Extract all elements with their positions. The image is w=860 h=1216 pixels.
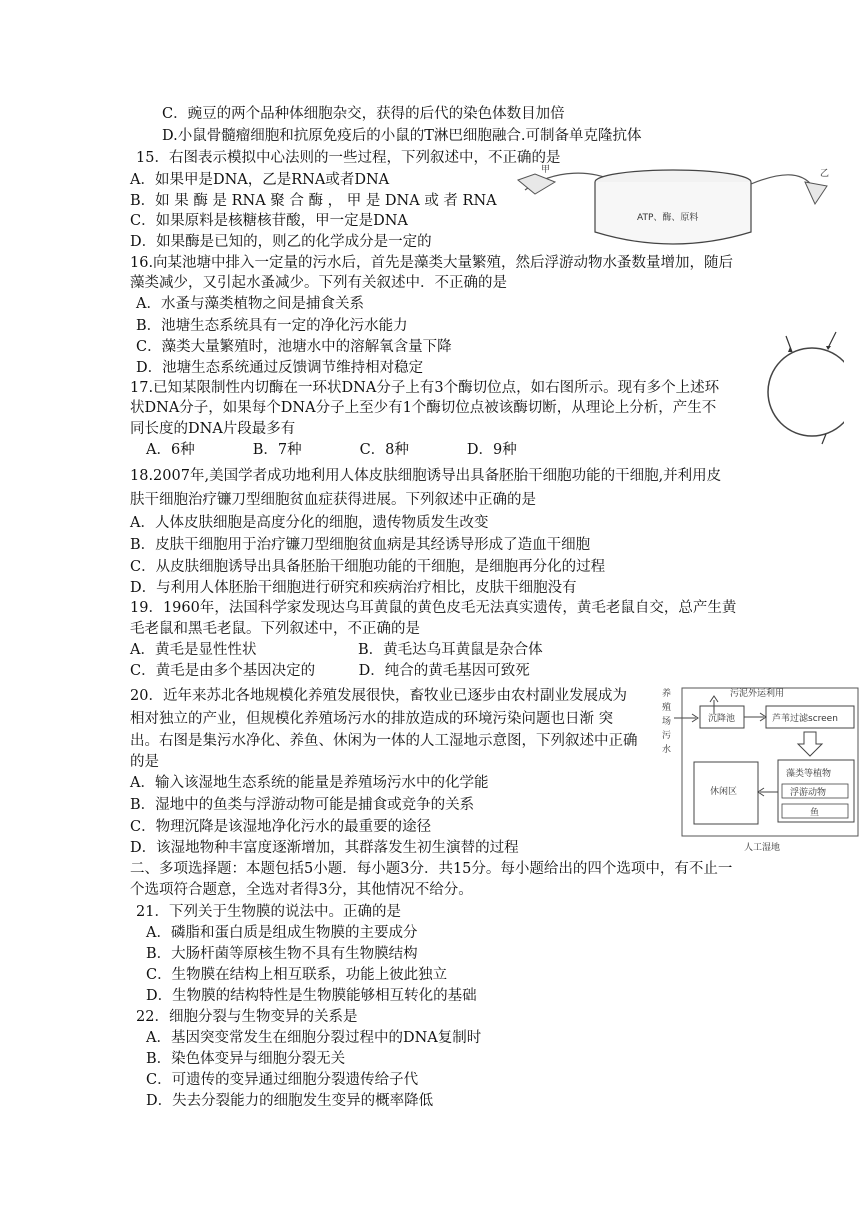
question-17: 17.已知某限制性内切酶在一环状DNA分子上有3个酶切位点，如右图所示。现有多个上述环 [130,380,720,396]
question-20: 20．近年来苏北各地规模化养殖发展很快，畜牧业已逐步由农村副业发展成为 [130,688,627,704]
fig20-label-zoo: 浮游动物 [790,788,827,798]
option-d-q16: D．池塘生态系统通过反馈调节维持相对稳定 [136,360,424,376]
option-c-q18: C．从皮肤细胞诱导出具备胚胎干细胞功能的干细胞，是细胞再分化的过程 [130,559,606,575]
question-22: 22．细胞分裂与生物变异的关系是 [136,1009,358,1025]
question-19: 19．1960年，法国科学家发现达乌耳黄鼠的黄色皮毛无法真实遗传，黄毛老鼠自交，总产生黄 [130,600,737,616]
option-a-q18: A．人体皮肤细胞是高度分化的细胞，遗传物质发生改变 [130,515,489,531]
options-q19-ab: A．黄毛是显性性状 B．黄毛达乌耳黄鼠是杂合体 [130,642,543,658]
option-c-q16: C．藻类大量繁殖时，池塘水中的溶解氧含量下降 [136,339,452,355]
figure-circular-dna [764,330,844,448]
fig20-label-filter: 芦苇过滤screen [772,714,838,724]
question-18: 18.2007年,美国学者成功地利用人体皮肤细胞诱导出具备胚胎干细胞功能的干细胞,并利用皮 [130,468,722,484]
fig15-label-yi: 乙 [820,169,830,179]
option-a-q20: A．输入该湿地生态系统的能量是养殖场污水中的化学能 [130,775,489,791]
question-20-cont3: 的是 [130,754,159,770]
question-16-cont: 藻类减少，又引起水蚤减少。下列有关叙述中．不正确的是 [130,275,507,291]
option-b-q21: B．大肠杆菌等原核生物不具有生物膜结构 [146,946,418,962]
option-d-q20: D．该湿地物种丰富度逐渐增加，其群落发生初生演替的过程 [130,840,519,856]
fig20-label-fish: 鱼 [810,808,820,818]
question-21: 21．下列关于生物膜的说法中。正确的是 [136,904,401,920]
options-q17: A．6种 B．7种 C．8种 D．9种 [146,442,517,458]
option-d-q15: D．如果酶是已知的，则乙的化学成分是一定的 [130,234,432,250]
fig15-label-jia: 甲 [541,165,551,175]
option-a-q22: A．基因突变常发生在细胞分裂过程中的DNA复制时 [146,1030,482,1046]
option-c-q20: C．物理沉降是该湿地净化污水的最重要的途径 [130,819,432,835]
figure-wetland [660,686,860,856]
fig20-label-side5: 水 [662,745,672,755]
option-c-q21: C．生物膜在结构上相互联系，功能上彼此独立 [146,967,448,983]
option-d-q21: D．生物膜的结构特性是生物膜能够相互转化的基础 [146,988,477,1004]
fig15-label-center: ATP、酶、原料 [637,213,699,223]
option-b-q22: B．染色体变异与细胞分裂无关 [146,1051,346,1067]
section-2-heading-cont: 个选项符合题意，全选对者得3分，其他情况不给分。 [130,882,473,898]
question-19-cont: 毛老鼠和黑毛老鼠。下列叙述中，不正确的是 [130,621,420,637]
fig20-label-side2: 殖 [662,703,672,713]
fig20-label-algae: 藻类等植物 [786,769,832,779]
option-c-q14: C．豌豆的两个品种体细胞杂交，获得的后代的染色体数目加倍 [162,106,565,122]
option-d-q18: D．与利用人体胚胎干细胞进行研究和疾病治疗相比，皮肤干细胞没有 [130,580,577,596]
option-b-q18: B．皮肤干细胞用于治疗镰刀型细胞贫血病是其经诱导形成了造血干细胞 [130,537,591,553]
fig20-label-leisure: 休闲区 [710,787,738,797]
option-a-q16: A．水蚤与藻类植物之间是捕食关系 [136,296,364,312]
question-15: 15．右图表示模拟中心法则的一些过程，下列叙述中，不正确的是 [136,150,561,166]
question-16: 16.向某池塘中排入一定量的污水后，首先是藻类大量繁殖，然后浮游动物水蚤数量增加，随后 [130,255,734,271]
fig20-label-side: 养 [662,689,672,699]
option-b-q16: B．池塘生态系统具有一定的净化污水能力 [136,318,408,334]
fig20-label-side4: 污 [662,731,672,741]
option-a-q21: A．磷脂和蛋白质是组成生物膜的主要成分 [146,925,418,941]
fig20-caption: 人工湿地 [744,843,781,853]
option-d-q14: D.小鼠骨髓瘤细胞和抗原免疫后的小鼠的T淋巴细胞融合.可制备单克隆抗体 [162,128,642,144]
option-c-q22: C．可遗传的变异通过细胞分裂遗传给子代 [146,1072,419,1088]
option-b-q15: B．如 果 酶 是 RNA 聚 合 酶 ， 甲 是 DNA 或 者 RNA [130,193,497,209]
options-q19-cd: C．黄毛是由多个基因决定的 D．纯合的黄毛基因可致死 [130,663,530,679]
question-17-cont1: 状DNA分子，如果每个DNA分子上至少有1个酶切位点被该酶切断，从理论上分析，产生不 [130,400,717,416]
figure-central-dogma [515,160,845,252]
question-20-cont2: 出。右图是集污水净化、养鱼、休闲为一体的人工湿地示意图，下列叙述中正确 [130,733,638,749]
option-d-q22: D．失去分裂能力的细胞发生变异的概率降低 [146,1093,434,1109]
question-18-cont: 肤干细胞治疗镰刀型细胞贫血症获得进展。下列叙述中正确的是 [130,492,536,508]
fig20-label-side3: 场 [662,717,672,727]
option-c-q15: C．如果原料是核糖核苷酸，甲一定是DNA [130,213,408,229]
option-b-q20: B．湿地中的鱼类与浮游动物可能是捕食或竞争的关系 [130,797,475,813]
section-2-heading: 二、多项选择题：本题包括5小题．每小题3分．共15分。每小题给出的四个选项中，有不止一 [130,861,733,877]
option-a-q15: A．如果甲是DNA，乙是RNA或者DNA [130,172,390,188]
fig20-label-settle: 沉降池 [708,714,736,724]
question-20-cont1: 相对独立的产业，但规模化养殖场污水的排放造成的环境污染问题也日渐 突 [130,711,614,727]
fig20-label-top: 污泥外运利用 [730,689,785,699]
question-17-cont2: 同长度的DNA片段最多有 [130,421,296,437]
